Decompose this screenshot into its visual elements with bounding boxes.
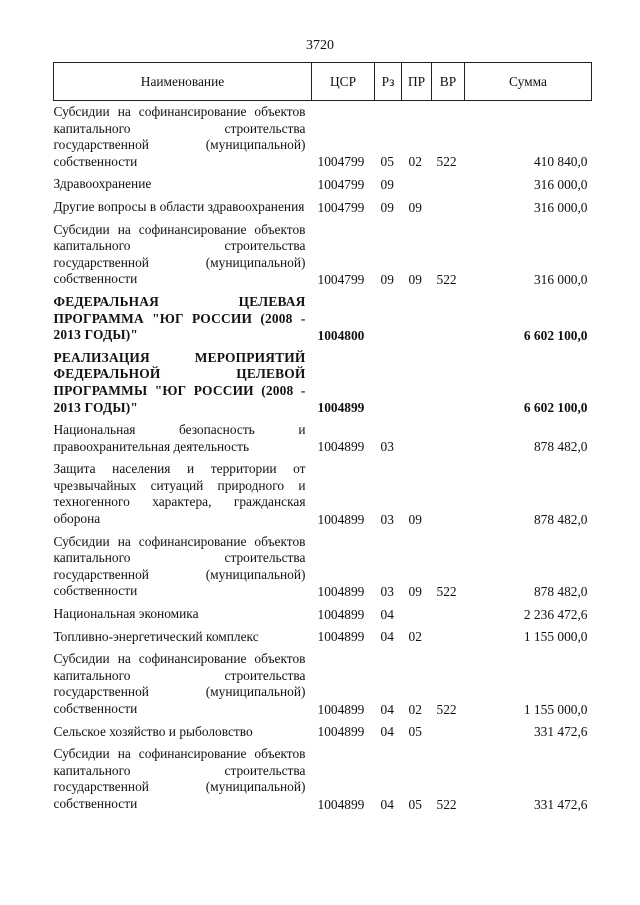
cell-pr	[402, 291, 432, 347]
cell-vr: 522	[436, 154, 457, 170]
cell-vr	[432, 419, 465, 458]
cell-vr: 522	[436, 584, 457, 600]
table-body	[54, 101, 592, 816]
cell-pr	[402, 603, 432, 626]
cell-csr: 1004899	[317, 724, 365, 740]
header-name: Наименование	[54, 63, 312, 101]
cell-sum: 316 000,0	[533, 271, 588, 287]
cell-name: Национальная экономика	[53, 606, 199, 622]
cell-rz: 09	[380, 271, 394, 287]
cell-csr: 1004899	[317, 796, 365, 812]
cell-rz	[375, 347, 402, 419]
cell-pr	[402, 173, 432, 196]
table-row	[54, 101, 592, 174]
cell-csr: 1004799	[317, 271, 365, 287]
cell-sum: 331 472,6	[533, 796, 588, 812]
cell-sum: 331 472,6	[533, 724, 588, 740]
cell-sum: 1 155 000,0	[523, 629, 588, 645]
cell-pr: 02	[408, 701, 422, 717]
table-row	[54, 531, 592, 603]
header-sum: Сумма	[465, 63, 592, 101]
cell-vr: 522	[436, 701, 457, 717]
table-row	[54, 419, 592, 458]
table-row	[54, 347, 592, 419]
cell-rz: 09	[380, 199, 394, 215]
cell-sum: 6 602 100,0	[523, 400, 588, 416]
header-vr: ВР	[432, 63, 465, 101]
cell-pr	[402, 419, 432, 458]
cell-csr: 1004799	[317, 199, 365, 215]
cell-csr: 1004899	[317, 400, 365, 416]
cell-pr: 02	[408, 629, 422, 645]
cell-rz: 09	[380, 176, 394, 192]
cell-pr: 05	[408, 724, 422, 740]
cell-pr: 09	[408, 199, 422, 215]
cell-name: Субсидии на софинансирование объектов капитального строительства государственной (муниципальной) собственности	[53, 746, 306, 811]
cell-pr: 09	[408, 271, 422, 287]
header-rz: Рз	[375, 63, 402, 101]
cell-sum: 316 000,0	[533, 176, 588, 192]
cell-vr	[432, 347, 465, 419]
cell-sum: 316 000,0	[533, 199, 588, 215]
budget-table	[53, 62, 592, 816]
cell-sum: 878 482,0	[533, 511, 588, 527]
cell-pr: 09	[408, 584, 422, 600]
cell-sum: 2 236 472,6	[523, 606, 588, 622]
cell-rz: 04	[380, 606, 394, 622]
table-row	[54, 219, 592, 291]
cell-pr	[402, 347, 432, 419]
cell-pr: 02	[408, 154, 422, 170]
cell-vr	[432, 626, 465, 649]
table-row	[54, 458, 592, 530]
table-row	[54, 196, 592, 219]
cell-csr: 1004899	[317, 606, 365, 622]
cell-name: Другие вопросы в области здравоохранения	[53, 198, 305, 214]
table-row	[54, 743, 592, 815]
cell-name: Национальная безопасность и правоохранительная деятельность	[53, 422, 306, 454]
table-row	[54, 721, 592, 744]
cell-sum: 878 482,0	[533, 584, 588, 600]
cell-rz: 04	[380, 796, 394, 812]
cell-csr: 1004799	[317, 176, 365, 192]
cell-rz: 03	[380, 584, 394, 600]
cell-csr: 1004799	[317, 154, 365, 170]
table-row	[54, 603, 592, 626]
cell-name: Здравоохранение	[53, 176, 152, 192]
table-row	[54, 173, 592, 196]
cell-pr: 05	[408, 796, 422, 812]
header-csr: ЦСР	[312, 63, 375, 101]
cell-csr: 1004899	[317, 584, 365, 600]
table-row	[54, 291, 592, 347]
cell-csr: 1004800	[317, 327, 365, 343]
cell-name: Защита населения и территории от чрезвычайных ситуаций природного и техногенного характера, гражданская оборона	[53, 461, 306, 527]
cell-rz	[375, 291, 402, 347]
cell-name: Субсидии на софинансирование объектов капитального строительства государственной (муниципальной) собственности	[53, 533, 306, 599]
cell-csr: 1004899	[317, 629, 365, 645]
cell-pr: 09	[408, 511, 422, 527]
cell-name: Субсидии на софинансирование объектов капитального строительства государственной (муниципальной) собственности	[53, 651, 306, 716]
cell-sum: 6 602 100,0	[523, 327, 588, 343]
cell-vr	[432, 603, 465, 626]
cell-vr: 522	[436, 271, 457, 287]
header-pr: ПР	[402, 63, 432, 101]
cell-name: ФЕДЕРАЛЬНАЯ ЦЕЛЕВАЯ ПРОГРАММА "ЮГ РОССИИ (2008 - 2013 ГОДЫ)"	[53, 293, 306, 343]
cell-vr	[432, 291, 465, 347]
cell-sum: 1 155 000,0	[523, 701, 588, 717]
cell-name: Субсидии на софинансирование объектов капитального строительства государственной (муниципальной) собственности	[53, 221, 306, 287]
cell-vr	[432, 196, 465, 219]
cell-sum: 878 482,0	[533, 439, 588, 455]
cell-name: Субсидии на софинансирование объектов капитального строительства государственной (муниципальной) собственности	[53, 104, 306, 169]
cell-vr	[432, 173, 465, 196]
cell-name: РЕАЛИЗАЦИЯ МЕРОПРИЯТИЙ ФЕДЕРАЛЬНОЙ ЦЕЛЕВОЙ ПРОГРАММЫ "ЮГ РОССИИ (2008 - 2013 ГОДЫ)"	[53, 349, 306, 415]
table-row	[54, 648, 592, 720]
cell-vr	[432, 721, 465, 744]
cell-sum: 410 840,0	[533, 154, 588, 170]
cell-csr: 1004899	[317, 701, 365, 717]
cell-name: Топливно-энергетический комплекс	[53, 628, 259, 644]
cell-rz: 04	[380, 724, 394, 740]
cell-rz: 05	[380, 154, 394, 170]
cell-rz: 03	[380, 439, 394, 455]
cell-rz: 03	[380, 511, 394, 527]
cell-vr	[432, 458, 465, 530]
cell-rz: 04	[380, 701, 394, 717]
cell-vr: 522	[436, 796, 457, 812]
table-header	[54, 63, 592, 101]
cell-name: Сельское хозяйство и рыболовство	[53, 723, 253, 739]
page-number: 3720	[306, 38, 334, 53]
cell-rz: 04	[380, 629, 394, 645]
cell-csr: 1004899	[317, 439, 365, 455]
cell-csr: 1004899	[317, 511, 365, 527]
table-row	[54, 626, 592, 649]
